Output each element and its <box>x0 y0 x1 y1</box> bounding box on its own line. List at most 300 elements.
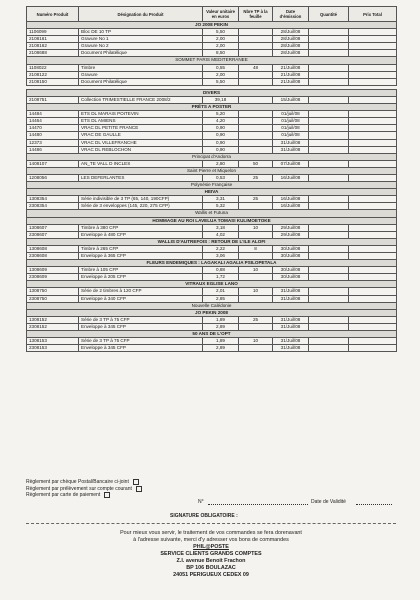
address-line-4: BP 106 BOULAZAC <box>186 565 236 571</box>
product-designation: Gravure No 2 <box>79 43 203 50</box>
unit-value: 2,01 <box>203 288 239 295</box>
total-price-field[interactable] <box>349 295 397 302</box>
section-header-row <box>27 210 397 217</box>
product-number: 2108150 <box>27 78 79 85</box>
total-price-field[interactable] <box>349 146 397 153</box>
section-header-row <box>27 182 397 189</box>
product-row <box>27 288 397 295</box>
total-price-field[interactable] <box>349 174 397 181</box>
col-unit-value: Valeur unitaire en euros <box>203 7 239 22</box>
stamps-per-sheet: 10 <box>239 338 273 345</box>
stamps-per-sheet: 48 <box>239 64 273 71</box>
order-form <box>26 6 396 352</box>
section-title: FLEURS ENDEMIQUES : LAGAKALI AGALIA PSILOPETALA <box>27 260 397 267</box>
product-number: 2108162 <box>27 43 79 50</box>
unit-value: 0,88 <box>203 267 239 274</box>
product-designation: ETS DL MARAIS POITEVIN <box>79 111 203 118</box>
quantity-field[interactable] <box>309 295 349 302</box>
product-number: 1308153 <box>27 338 79 345</box>
unit-value: 1,89 <box>203 316 239 323</box>
stamps-per-sheet: 25 <box>239 174 273 181</box>
issue-date: 28/Juil/08 <box>273 43 309 50</box>
unit-value: 2,00 <box>203 71 239 78</box>
product-row <box>27 196 397 203</box>
product-number: 2308609 <box>27 274 79 281</box>
quantity-field[interactable] <box>309 231 349 238</box>
issue-date: 29/Juil/08 <box>273 231 309 238</box>
total-price-field[interactable] <box>349 288 397 295</box>
product-row <box>27 29 397 36</box>
product-row <box>27 139 397 146</box>
total-price-field[interactable] <box>349 267 397 274</box>
total-price-field[interactable] <box>349 338 397 345</box>
address-line-1: PHIL@POSTE <box>193 544 229 550</box>
section-title: Wallis et Futuna <box>27 210 397 217</box>
issue-date: 30/Juil/08 <box>273 274 309 281</box>
product-designation: AN_TE VALL D INCLES <box>79 160 203 167</box>
total-price-field[interactable] <box>349 203 397 210</box>
quantity-field[interactable] <box>309 288 349 295</box>
card-number-label: N° <box>198 499 204 505</box>
quantity-field[interactable] <box>309 111 349 118</box>
total-price-field[interactable] <box>349 78 397 85</box>
address-line-2: SERVICE CLIENTS GRANDS COMPTES <box>160 551 262 557</box>
quantity-field[interactable] <box>309 338 349 345</box>
quantity-field[interactable] <box>309 323 349 330</box>
product-number: 2308152 <box>27 323 79 330</box>
total-price-field[interactable] <box>349 316 397 323</box>
product-row <box>27 96 397 103</box>
quantity-field[interactable] <box>309 345 349 352</box>
unit-value: 0,53 <box>203 174 239 181</box>
unit-value: 1,72 <box>203 274 239 281</box>
total-price-field[interactable] <box>349 125 397 132</box>
issue-date: 15/Juil/08 <box>273 96 309 103</box>
section-title: Polynésie Française <box>27 182 397 189</box>
product-number: 14464 <box>27 118 79 125</box>
stamps-per-sheet <box>239 139 273 146</box>
product-designation: Document Philatélique <box>79 50 203 57</box>
product-row <box>27 203 397 210</box>
product-designation: Gravure <box>79 71 203 78</box>
quantity-field[interactable] <box>309 96 349 103</box>
unit-value: 2,00 <box>203 43 239 50</box>
unit-value: 0,90 <box>203 146 239 153</box>
product-row <box>27 132 397 139</box>
section-title: DIVERS <box>27 89 397 96</box>
unit-value: 5,50 <box>203 78 239 85</box>
product-designation: ETS DL AMIENS <box>79 118 203 125</box>
issue-date: 30/Juil/08 <box>273 245 309 252</box>
stamps-per-sheet <box>239 146 273 153</box>
pay-transfer-label: Règlement par prélèvement sur compte courant <box>26 485 132 492</box>
product-row <box>27 274 397 281</box>
product-number: 1408107 <box>27 160 79 167</box>
section-title: HEIVA <box>27 189 397 196</box>
product-number: 1108022 <box>27 64 79 71</box>
section-header-row <box>27 281 397 288</box>
stamps-per-sheet <box>239 253 273 260</box>
quantity-field[interactable] <box>309 43 349 50</box>
total-price-field[interactable] <box>349 323 397 330</box>
stamps-per-sheet <box>239 78 273 85</box>
section-title: Principat d'Andorra <box>27 153 397 160</box>
product-number: 2308153 <box>27 345 79 352</box>
total-price-field[interactable] <box>349 64 397 71</box>
total-price-field[interactable] <box>349 36 397 43</box>
quantity-field[interactable] <box>309 139 349 146</box>
issue-date: 29/Juil/08 <box>273 224 309 231</box>
stamps-per-sheet <box>239 50 273 57</box>
product-row <box>27 36 397 43</box>
product-number: 1308354 <box>27 196 79 203</box>
quantity-field[interactable] <box>309 50 349 57</box>
section-header-row <box>27 89 397 96</box>
stamps-per-sheet <box>239 231 273 238</box>
stamps-per-sheet <box>239 96 273 103</box>
validity-field[interactable] <box>356 504 392 505</box>
section-header-row <box>27 167 397 174</box>
pay-check-checkbox[interactable] <box>133 479 139 485</box>
stamps-per-sheet <box>239 203 273 210</box>
total-price-field[interactable] <box>349 196 397 203</box>
total-price-field[interactable] <box>349 118 397 125</box>
quantity-field[interactable] <box>309 196 349 203</box>
notice-line-2: à l'adresse suivante, merci d'y adresser vos bons de commandes <box>133 537 289 543</box>
issue-date: 01/juil/08 <box>273 118 309 125</box>
product-designation: VRAC DL VILLEFRANCHE <box>79 139 203 146</box>
product-number: 2308607 <box>27 231 79 238</box>
section-title: HOMMAGE AU ROI LAVELUA TOMASI KULIMOETOKE <box>27 217 397 224</box>
product-designation: LES DEFERLANTES <box>79 174 203 181</box>
stamps-per-sheet <box>239 274 273 281</box>
product-designation: VRAC DL PETITE FRANCE <box>79 125 203 132</box>
card-row <box>26 499 396 507</box>
card-number-field[interactable] <box>208 504 308 505</box>
product-number: 1208056 <box>27 174 79 181</box>
stamps-per-sheet <box>239 345 273 352</box>
stamps-per-sheet <box>239 71 273 78</box>
total-price-field[interactable] <box>349 224 397 231</box>
product-designation: Enveloppe à 345 CFP <box>79 345 203 352</box>
total-price-field[interactable] <box>349 111 397 118</box>
product-number: 14480 <box>27 132 79 139</box>
section-title: VITRAUX EGLISE LANO <box>27 281 397 288</box>
product-number: 2108688 <box>27 50 79 57</box>
section-header-row <box>27 22 397 29</box>
product-designation: Timbre à 265 CFP <box>79 245 203 252</box>
unit-value: 0,55 <box>203 64 239 71</box>
stamps-per-sheet <box>239 36 273 43</box>
stamps-per-sheet: 10 <box>239 267 273 274</box>
product-number: 1308750 <box>27 288 79 295</box>
total-price-field[interactable] <box>349 96 397 103</box>
issue-date: 30/Juil/08 <box>273 253 309 260</box>
stamps-per-sheet <box>239 118 273 125</box>
order-rows <box>27 22 397 352</box>
issue-date: 31/Juil/08 <box>273 338 309 345</box>
stamps-per-sheet <box>239 295 273 302</box>
section-header-row <box>27 302 397 309</box>
section-header-row <box>27 189 397 196</box>
issue-date: 31/Juil/08 <box>273 295 309 302</box>
issue-date: 31/Juil/08 <box>273 146 309 153</box>
total-price-field[interactable] <box>349 43 397 50</box>
product-designation: Document Philatélique <box>79 78 203 85</box>
quantity-field[interactable] <box>309 203 349 210</box>
stamps-per-sheet: 10 <box>239 288 273 295</box>
unit-value: 2,89 <box>203 323 239 330</box>
product-designation: Timbre <box>79 64 203 71</box>
quantity-field[interactable] <box>309 29 349 36</box>
product-designation: Enveloppe à 365 CFP <box>79 253 203 260</box>
issue-date: 07/Juil/08 <box>273 160 309 167</box>
section-title: WALLIS D'AUTREFOIS : RETOUR DE L'ILE ALOFI <box>27 238 397 245</box>
issue-date: 21/Juil/08 <box>273 78 309 85</box>
product-designation: Gravure No 1 <box>79 36 203 43</box>
product-designation: Série de 3 enveloppes (145, 220, 275 CFP) <box>79 203 203 210</box>
section-title: SOMMET PARIS MEDITERRANEE <box>27 57 397 64</box>
stamps-per-sheet: 50 <box>239 160 273 167</box>
stamps-per-sheet <box>239 323 273 330</box>
product-row <box>27 224 397 231</box>
stamps-per-sheet: 25 <box>239 316 273 323</box>
unit-value: 0,90 <box>203 132 239 139</box>
section-header-row <box>27 217 397 224</box>
product-row <box>27 316 397 323</box>
product-designation: Collection TRIMESTIELLE FRANCE 2008/2 <box>79 96 203 103</box>
product-row <box>27 323 397 330</box>
issue-date: 31/Juil/08 <box>273 288 309 295</box>
product-designation: Enveloppe à 345 CFP <box>79 323 203 330</box>
issue-date: 31/Juil/08 <box>273 323 309 330</box>
product-row <box>27 345 397 352</box>
unit-value: 4,20 <box>203 118 239 125</box>
unit-value: 2,00 <box>203 36 239 43</box>
product-number: 1308607 <box>27 224 79 231</box>
section-title: PRÊTS A POSTER <box>27 104 397 111</box>
total-price-field[interactable] <box>349 29 397 36</box>
pay-transfer-checkbox[interactable] <box>136 486 142 492</box>
section-header-row <box>27 57 397 64</box>
pay-check-label: Règlement par chèque Postal/Bancaire ci-joint <box>26 479 129 485</box>
issue-date: 30/Juil/08 <box>273 267 309 274</box>
product-designation: Timbre à 380 CFP <box>79 224 203 231</box>
quantity-field[interactable] <box>309 118 349 125</box>
quantity-field[interactable] <box>309 64 349 71</box>
section-header-row <box>27 104 397 111</box>
product-row <box>27 146 397 153</box>
unit-value: 2,85 <box>203 295 239 302</box>
section-header-row <box>27 309 397 316</box>
product-row <box>27 160 397 167</box>
unit-value: 8,50 <box>203 50 239 57</box>
product-designation: Timbre à 105 CFP <box>79 267 203 274</box>
product-number: 12373 <box>27 139 79 146</box>
stamps-per-sheet <box>239 43 273 50</box>
stamps-per-sheet <box>239 125 273 132</box>
product-row <box>27 50 397 57</box>
product-row <box>27 245 397 252</box>
unit-value: 0,90 <box>203 125 239 132</box>
stamps-per-sheet <box>239 111 273 118</box>
product-designation: Série de 3 TP à 75 CFP <box>79 316 203 323</box>
product-number: 14486 <box>27 146 79 153</box>
issue-date: 31/Juil/08 <box>273 345 309 352</box>
order-table <box>26 6 397 352</box>
unit-value: 39,18 <box>203 96 239 103</box>
stamps-per-sheet: 25 <box>239 196 273 203</box>
product-row <box>27 231 397 238</box>
issue-date: 16/Juil/08 <box>273 196 309 203</box>
unit-value: 2,89 <box>203 345 239 352</box>
address-line-3: Z.I. avenue Benoit Frachon <box>176 558 246 564</box>
quantity-field[interactable] <box>309 125 349 132</box>
product-number: 1308152 <box>27 316 79 323</box>
divider <box>26 523 396 524</box>
issue-date: 01/juil/08 <box>273 125 309 132</box>
product-designation: Enveloppe à 205 CFP <box>79 274 203 281</box>
section-header-row <box>27 260 397 267</box>
product-number: 1106099 <box>27 29 79 36</box>
product-designation: Bloc DE 10 TP <box>79 29 203 36</box>
issue-date: 31/Juil/08 <box>273 139 309 146</box>
quantity-field[interactable] <box>309 274 349 281</box>
notice-line-1: Pour mieux vous servir, le traitement de vos commandes se fera dorenavant <box>120 530 302 536</box>
unit-value: 0,90 <box>203 139 239 146</box>
section-title: JO PEKIN 2008 <box>27 309 397 316</box>
product-designation: VRAC DL REBLOCHON <box>79 146 203 153</box>
product-row <box>27 174 397 181</box>
pay-card-line <box>26 492 396 499</box>
unit-value: 2,80 <box>203 160 239 167</box>
issue-date: 28/Juil/08 <box>273 29 309 36</box>
unit-value: 3,06 <box>203 253 239 260</box>
unit-value: 5,50 <box>203 29 239 36</box>
total-price-field[interactable] <box>349 274 397 281</box>
stamps-per-sheet <box>239 132 273 139</box>
section-header-row <box>27 153 397 160</box>
product-row <box>27 253 397 260</box>
total-price-field[interactable] <box>349 50 397 57</box>
total-price-field[interactable] <box>349 71 397 78</box>
section-title: JO 2008 PEKIN <box>27 22 397 29</box>
product-designation: Série indivisible de 3 TP (65, 140, 190CFP) <box>79 196 203 203</box>
product-number: 2308608 <box>27 253 79 260</box>
unit-value: 5,20 <box>203 111 239 118</box>
total-price-field[interactable] <box>349 245 397 252</box>
total-price-field[interactable] <box>349 231 397 238</box>
quantity-field[interactable] <box>309 245 349 252</box>
product-designation: VRAC DE GAULLE <box>79 132 203 139</box>
quantity-field[interactable] <box>309 316 349 323</box>
pay-card-checkbox[interactable] <box>104 492 110 498</box>
product-row <box>27 295 397 302</box>
unit-value: 1,89 <box>203 338 239 345</box>
product-number: 14470 <box>27 125 79 132</box>
quantity-field[interactable] <box>309 132 349 139</box>
unit-value: 3,18 <box>203 224 239 231</box>
signature-label: SIGNATURE OBLIGATOIRE : <box>170 513 238 519</box>
total-price-field[interactable] <box>349 345 397 352</box>
validity-label: Date de Validité <box>311 499 346 505</box>
product-number: 2308354 <box>27 203 79 210</box>
col-stamps-per-sheet: Nbre TP à la feuille <box>239 7 273 22</box>
product-number: 1308608 <box>27 245 79 252</box>
issue-date: 01/juil/08 <box>273 111 309 118</box>
total-price-field[interactable] <box>349 132 397 139</box>
address-line-5: 24051 PERIGUEUX CEDEX 09 <box>173 572 249 578</box>
product-designation: Série de 2 timbres à 120 CFP <box>79 288 203 295</box>
product-row <box>27 64 397 71</box>
address-notice <box>86 530 336 579</box>
total-price-field[interactable] <box>349 160 397 167</box>
product-number: 2108122 <box>27 71 79 78</box>
payment-footer <box>26 479 396 578</box>
product-row <box>27 78 397 85</box>
quantity-field[interactable] <box>309 146 349 153</box>
product-row <box>27 111 397 118</box>
section-title: Saint Pierre et Miquelon <box>27 167 397 174</box>
total-price-field[interactable] <box>349 253 397 260</box>
product-designation: Enveloppe à 340 CFP <box>79 295 203 302</box>
issue-date: 28/Juil/08 <box>273 36 309 43</box>
col-designation: Désignation du Produit <box>79 7 203 22</box>
product-number: 14484 <box>27 111 79 118</box>
quantity-field[interactable] <box>309 253 349 260</box>
product-row <box>27 43 397 50</box>
total-price-field[interactable] <box>349 139 397 146</box>
product-row <box>27 338 397 345</box>
section-header-row <box>27 331 397 338</box>
product-row <box>27 118 397 125</box>
quantity-field[interactable] <box>309 160 349 167</box>
col-total-price: Prix Total <box>349 7 397 22</box>
header-row <box>27 7 397 22</box>
section-title: Nouvelle Calédonie <box>27 302 397 309</box>
product-row <box>27 125 397 132</box>
issue-date: 21/Juil/08 <box>273 71 309 78</box>
quantity-field[interactable] <box>309 78 349 85</box>
quantity-field[interactable] <box>309 71 349 78</box>
product-row <box>27 267 397 274</box>
product-designation: Enveloppe à 480 CFP <box>79 231 203 238</box>
col-issue-date: Date d'émission <box>273 7 309 22</box>
stamps-per-sheet <box>239 29 273 36</box>
issue-date: 31/Juil/08 <box>273 316 309 323</box>
stamps-per-sheet: 10 <box>239 224 273 231</box>
issue-date: 01/juil/08 <box>273 132 309 139</box>
product-number: 2108751 <box>27 96 79 103</box>
quantity-field[interactable] <box>309 267 349 274</box>
issue-date: 21/Juil/08 <box>273 64 309 71</box>
unit-value: 2,22 <box>203 245 239 252</box>
stamps-per-sheet: 8 <box>239 245 273 252</box>
product-number: 2308750 <box>27 295 79 302</box>
unit-value: 5,32 <box>203 203 239 210</box>
unit-value: 3,31 <box>203 196 239 203</box>
issue-date: 16/Juil/08 <box>273 174 309 181</box>
section-header-row <box>27 238 397 245</box>
issue-date: 16/Juil/08 <box>273 203 309 210</box>
quantity-field[interactable] <box>309 36 349 43</box>
issue-date: 28/Juil/08 <box>273 50 309 57</box>
quantity-field[interactable] <box>309 174 349 181</box>
quantity-field[interactable] <box>309 224 349 231</box>
pay-card-label: Règlement par carte de paiement <box>26 492 101 498</box>
section-title: 50 ANS DE L'OPT <box>27 331 397 338</box>
product-number: 1308609 <box>27 267 79 274</box>
